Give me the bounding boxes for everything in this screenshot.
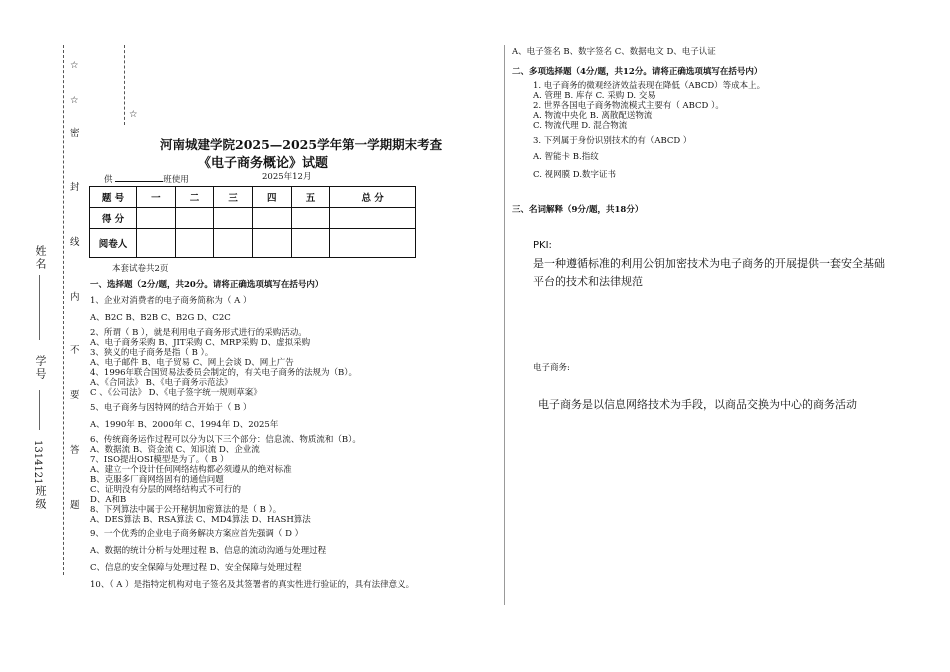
- q6-options: A、数据流 B、资金流 C、知识流 D、企业流: [90, 445, 260, 455]
- star-mark-3: ☆: [129, 109, 138, 120]
- q2-text: 2、所谓（ B ），就是利用电子商务形式进行的采购活动。: [90, 328, 307, 338]
- term1-answer-line1: 是一种遵循标准的利用公钥加密技术为电子商务的开展提供一套安全基础: [533, 257, 885, 270]
- row-label-question-no: 题 号: [90, 187, 137, 208]
- q2-options: A、电子商务采购 B、JIT采购 C、MRP采购 D、虚拟采购: [90, 338, 311, 348]
- student-id-label: 学号: [34, 355, 47, 381]
- for-suffix: 班使用: [163, 175, 189, 185]
- exam-title: 河南城建学院2025—2025学年第一学期期末考查: [160, 137, 443, 152]
- name-label: 姓名: [34, 245, 47, 271]
- seal-word-4: 内: [70, 292, 80, 303]
- seal-word-6: 要: [70, 390, 80, 401]
- column-divider: [504, 45, 505, 605]
- score-cell[interactable]: [175, 208, 214, 229]
- name-underline: [39, 275, 40, 340]
- q1-options: A、B2C B、B2B C、B2G D、C2C: [90, 313, 231, 323]
- q9-options-ab: A、数据的统计分析与处理过程 B、信息的流动沟通与处理过程: [90, 546, 327, 556]
- mc3-options-cd: C. 视网膜 D.数字证书: [533, 170, 617, 180]
- class-value: 1314121: [32, 440, 43, 485]
- mc3-text: 3. 下列属于身份识别技术的有（ABCD ）: [533, 136, 692, 146]
- q3-text: 3、狭义的电子商务是指（ B ）。: [90, 348, 214, 358]
- term1-label: PKI:: [533, 240, 552, 251]
- column-total: 总 分: [330, 187, 416, 208]
- star-mark-2: ☆: [70, 95, 79, 106]
- column-3: 三: [214, 187, 253, 208]
- section1-heading: 一、选择题（2分/题，共20分。请将正确选项填写在括号内）: [90, 280, 324, 290]
- section2-heading: 二、多项选择题（4分/题，共12分。请将正确选项填写在括号内）: [512, 67, 763, 77]
- q7-option-d: D、A和B: [90, 495, 127, 505]
- class-label: 班级: [34, 485, 47, 511]
- q3-options: A、电子邮件 B、电子贸易 C、网上会谈 D、网上广告: [90, 358, 294, 368]
- for-class-line: [104, 172, 189, 185]
- mc3-options-ab: A. 智能卡 B.指纹: [533, 152, 599, 162]
- q10-options: A、电子签名 B、数字签名 C、数据电文 D、电子认证: [512, 47, 716, 57]
- seal-word-8: 题: [70, 500, 80, 511]
- binding-dashed-line-top: [124, 45, 125, 125]
- row-label-grader: 阅卷人: [90, 229, 137, 258]
- column-2: 二: [175, 187, 214, 208]
- mc2-options-ab: A. 物流中央化 B. 离散配送物流: [533, 111, 653, 121]
- q5-options: A、1990年 B、2000年 C、1994年 D、2025年: [90, 420, 279, 430]
- section3-heading: 三、名词解释（9分/题，共18分）: [512, 205, 644, 215]
- q4-options-cd: C 、《公司法》 D、《电子签字统一规则草案》: [90, 388, 262, 398]
- grader-cell[interactable]: [214, 229, 253, 258]
- q5-text: 5、电子商务与因特网的结合开始于（ B ）: [90, 403, 252, 413]
- q4-text: 4、1996年联合国贸易法委员会制定的，有关电子商务的法规为（B）。: [90, 368, 358, 378]
- seal-word-2: 封: [70, 182, 80, 193]
- score-table-header-row: [90, 187, 416, 208]
- grader-cell[interactable]: [137, 229, 176, 258]
- score-cell[interactable]: [214, 208, 253, 229]
- q9-options-cd: C、信息的安全保障与处理过程 D、安全保障与处理过程: [90, 563, 302, 573]
- q8-text: 8、下列算法中属于公开秘钥加密算法的是（ B ）。: [90, 505, 282, 515]
- seal-word-1: 密: [70, 128, 80, 139]
- seal-word-5: 不: [70, 345, 80, 356]
- score-table: [89, 186, 416, 258]
- exam-date: 2025年12月: [262, 172, 312, 182]
- mc2-options-cd: C. 物流代理 D. 混合物流: [533, 121, 628, 131]
- score-cell[interactable]: [291, 208, 330, 229]
- grader-cell[interactable]: [330, 229, 416, 258]
- student-id-underline: [39, 390, 40, 430]
- q7-text: 7、ISO提出OSI模型是为了。（ B ）: [90, 455, 229, 465]
- row-label-score: 得 分: [90, 208, 137, 229]
- q1-text: 1、企业对消费者的电子商务简称为（ A ）: [90, 296, 252, 306]
- term1-answer-line2: 平台的技术和法律规范: [533, 275, 643, 288]
- score-table-score-row: [90, 208, 416, 229]
- grader-cell[interactable]: [175, 229, 214, 258]
- q9-text: 9、一个优秀的企业电子商务解决方案应首先强调（ D ）: [90, 529, 304, 539]
- class-blank[interactable]: [115, 172, 163, 182]
- term2-label: 电子商务:: [533, 363, 570, 373]
- column-1: 一: [137, 187, 176, 208]
- q4-options-ab: A、《合同法》 B、《电子商务示范法》: [90, 378, 233, 388]
- mc1-text: 1. 电子商务的微观经济效益表现在降低（ABCD）等成本上。: [533, 81, 766, 91]
- q7-option-c: C、证明没有分层的网络结构式不可行的: [90, 485, 242, 495]
- score-cell[interactable]: [330, 208, 416, 229]
- q8-options: A、DES算法 B、RSA算法 C、MD4算法 D、HASH算法: [90, 515, 311, 525]
- exam-subtitle: 《电子商务概论》试题: [198, 156, 329, 171]
- seal-word-3: 线: [70, 237, 80, 248]
- q10-text: 10、（ A ）是指特定机构对电子签名及其签署者的真实性进行验证的，具有法律意义。: [90, 580, 415, 590]
- star-mark-1: ☆: [70, 60, 79, 71]
- q7-option-a: A、建立一个设计任何网络结构都必须遵从的绝对标准: [90, 465, 292, 475]
- column-5: 五: [291, 187, 330, 208]
- column-4: 四: [252, 187, 291, 208]
- q6-text: 6、传统商务运作过程可以分为以下三个部分：信息流、物质流和（B）。: [90, 435, 361, 445]
- page-note: 本套试卷共2页: [112, 264, 169, 274]
- q7-option-b: B、克服多厂商网络固有的通信问题: [90, 475, 224, 485]
- seal-word-7: 答: [70, 445, 80, 456]
- score-table-grader-row: [90, 229, 416, 258]
- mc2-text: 2. 世界各国电子商务物流模式主要有（ ABCD ）。: [533, 101, 724, 111]
- score-cell[interactable]: [252, 208, 291, 229]
- binding-dashed-line-left: [63, 45, 64, 575]
- grader-cell[interactable]: [291, 229, 330, 258]
- mc1-options: A. 管理 B. 库存 C. 采购 D. 交易: [533, 91, 656, 101]
- score-cell[interactable]: [137, 208, 176, 229]
- grader-cell[interactable]: [252, 229, 291, 258]
- for-prefix: 供: [104, 175, 113, 185]
- term2-answer: 电子商务是以信息网络技术为手段，以商品交换为中心的商务活动: [538, 398, 857, 411]
